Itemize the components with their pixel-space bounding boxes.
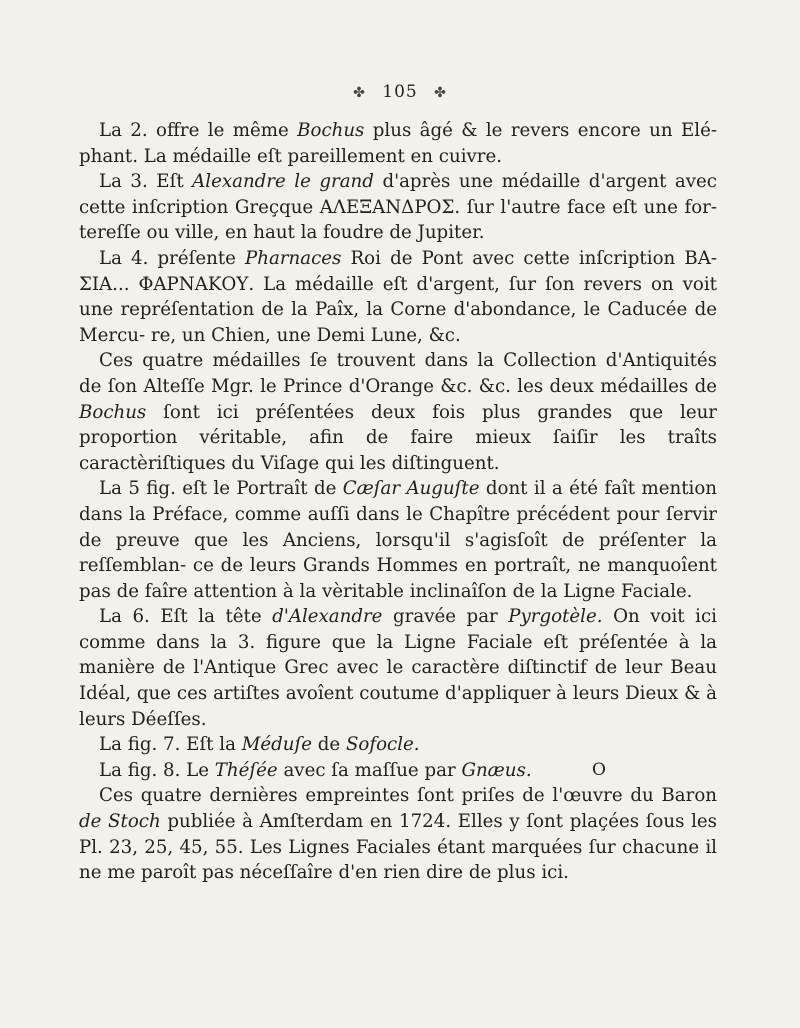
italic-name: Pyrgotèle. (508, 606, 603, 628)
text-run: La 2. offre le même (99, 120, 298, 141)
italic-name: d'Alexandre (272, 606, 383, 628)
ornament-right-icon: ✤ (434, 85, 447, 101)
text-run: La 5 fig. eſt le Portraît de (99, 478, 343, 500)
paragraph (79, 476, 717, 604)
paragraph (79, 758, 717, 784)
text-run: gravée par (382, 606, 509, 628)
text-run: avec ſa maſſue par (277, 759, 462, 781)
text-run: La 4. préſente (99, 247, 246, 269)
text-run: La 3. Eſt (99, 171, 193, 193)
text-run: d'après une médaille d'argent avec cette inſcription Greçque ΑΛΕΞΑΝΔΡΟΣ. ſur l'autre face eſt une for- tereſſe ou ville, en haut la foudre de Jupiter. (79, 171, 717, 244)
italic-name: Sofocle. (345, 734, 420, 756)
italic-name: Bochus (297, 120, 365, 141)
italic-name: Théſée (214, 759, 278, 781)
paragraph (79, 604, 717, 732)
italic-name: Gnæus. (461, 759, 532, 781)
text-run: dont il a été faît mention dans la Préface, comme auſſi dans le Chapître précédent pour ſervir de preuve que les Anciens, lorsqu'il s'agisſoît de préſenter la reſſemblan- ce de leurs Grands Hommes en portraît, ne manquoîent pas de faîre attention à la vèritable inclinaîſon de la Ligne Faciale. (79, 478, 718, 602)
body-text (79, 118, 717, 886)
italic-name: Bochus (79, 401, 147, 423)
text-run: plus âgé & le revers encore un Elé- phant. La médaille eſt pareillement en cuivre. (79, 120, 717, 167)
text-run: La fig. 8. Le (99, 759, 215, 781)
text-run: La 6. Eſt la tête (99, 606, 273, 628)
text-run: Ces quatre dernières empreintes ſont priſes de l'œuvre du Baron (99, 785, 717, 807)
paragraph (79, 246, 717, 348)
text-run: Ces quatre médailles ſe trouvent dans la Collection d'Antiquités de ſon Alteſſe Mgr. le Prince d'Orange &c. &c. les deux médailles de (79, 350, 717, 397)
italic-name: Méduſe (241, 734, 312, 756)
italic-name: Alexandre le grand (192, 171, 374, 193)
italic-name: Cæſar Auguſte (342, 478, 480, 500)
ornament-left-icon: ✤ (353, 85, 366, 101)
paragraph (79, 783, 717, 885)
page-header (0, 82, 800, 102)
text-run: On voit ici comme dans la 3. figure que la Ligne Faciale eſt préſentée à la manière de l'Antique Grec avec le caractère diſtinctif de leur Beau Idéal, que ces artiſtes avoîent coutume d'appliquer à leurs Dieux & à leurs Déeſſes. (79, 606, 717, 730)
paragraph (79, 732, 717, 758)
text-run: Roi de Pont avec cette inſcription ΒΑ- ΣΙΑ... ΦΑΡΝΑΚΟΥ. La médaille eſt d'argent, ſur ſon revers on voit une repréſentation de la Paîx, la Corne d'abondance, le Caducée de Mercu- re, un Chien, une Demi Lune, &c. (79, 247, 717, 346)
text-run: publiée à Amſterdam en 1724. Elles y ſont plaçées ſous les Pl. 23, 25, 45, 55. Les Lignes Faciales étant marquées ſur chacune il ne me paroît pas néceſſaîre d'en rien dire de plus ici. (79, 811, 717, 884)
paragraph (79, 169, 717, 246)
italic-name: Pharnaces (245, 247, 342, 269)
paragraph (79, 348, 717, 476)
italic-name: de Stoch (79, 811, 161, 833)
signature-mark: O (592, 760, 606, 780)
paragraph (79, 118, 717, 169)
page-number: 105 (382, 82, 418, 102)
text-run: La fig. 7. Eſt la (99, 734, 242, 756)
text-run: de (311, 734, 346, 756)
text-run: ſont ici préſentées deux fois plus grandes que leur proportion véritable, afin de faire mieux ſaiſir les traîts caractèriſtiques du Viſage qui les diſtinguent. (79, 401, 717, 474)
